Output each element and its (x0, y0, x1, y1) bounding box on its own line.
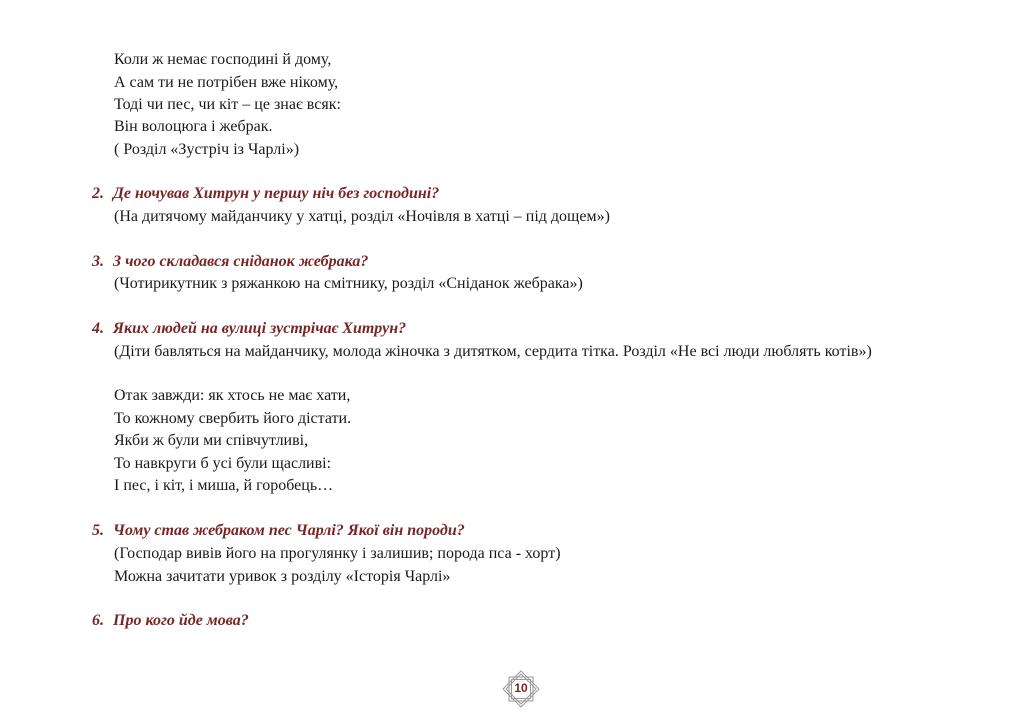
question-number: 4. (92, 320, 104, 337)
question-number: 3. (92, 253, 104, 270)
page-number: 10 (514, 681, 528, 695)
question-number: 5. (92, 522, 104, 539)
question-answer: (Господар вивів його на прогулянку і залишив; порода пса - хорт) (114, 545, 561, 562)
poem-line: Якби ж були ми співчутливі, (114, 432, 309, 449)
question-answer: (Діти бавляться на майданчику, молода жіночка з дитятком, сердита тітка. Розділ «Не всі люди люблять котів») (114, 343, 872, 360)
poem-line: І пес, і кіт, і миша, й горобець… (114, 477, 334, 494)
question-number: 6. (92, 612, 104, 629)
question-answer: (На дитячому майданчику у хатці, розділ «Ночівля в хатці – під дощем») (114, 208, 610, 225)
poem-line: Він волоцюга і жебрак. (114, 118, 273, 135)
question-text: З чого складався сніданок жебрака? (113, 253, 369, 270)
question-text: Яких людей на вулиці зустрічає Хитрун? (113, 320, 407, 337)
reading-suggestion: Можна зачитати уривок з розділу «Історія Чарлі» (114, 568, 451, 585)
poem-line: А сам ти не потрібен вже нікому, (114, 74, 339, 91)
poem-line: Тоді чи пес, чи кіт – це знає всяк: (114, 96, 341, 113)
question-answer: (Чотирикутник з ряжанкою на смітнику, розділ «Сніданок жебрака») (114, 275, 583, 292)
poem-line: Коли ж немає господині й дому, (114, 51, 332, 68)
question-text: Чому став жебраком пес Чарлі? Якої він породи? (113, 522, 465, 539)
question-number: 2. (92, 185, 104, 202)
question-text: Де ночував Хитрун у першу ніч без господині? (113, 185, 440, 202)
question-text: Про кого йде мова? (113, 612, 249, 629)
poem-line: То кожному свербить його дістати. (114, 410, 352, 427)
chapter-reference: ( Розділ «Зустріч із Чарлі») (114, 141, 300, 158)
page-number-badge (502, 670, 540, 708)
poem-line: Отак завжди: як хтось не має хати, (114, 387, 351, 404)
poem-line: То навкруги б усі були щасливі: (114, 455, 332, 472)
